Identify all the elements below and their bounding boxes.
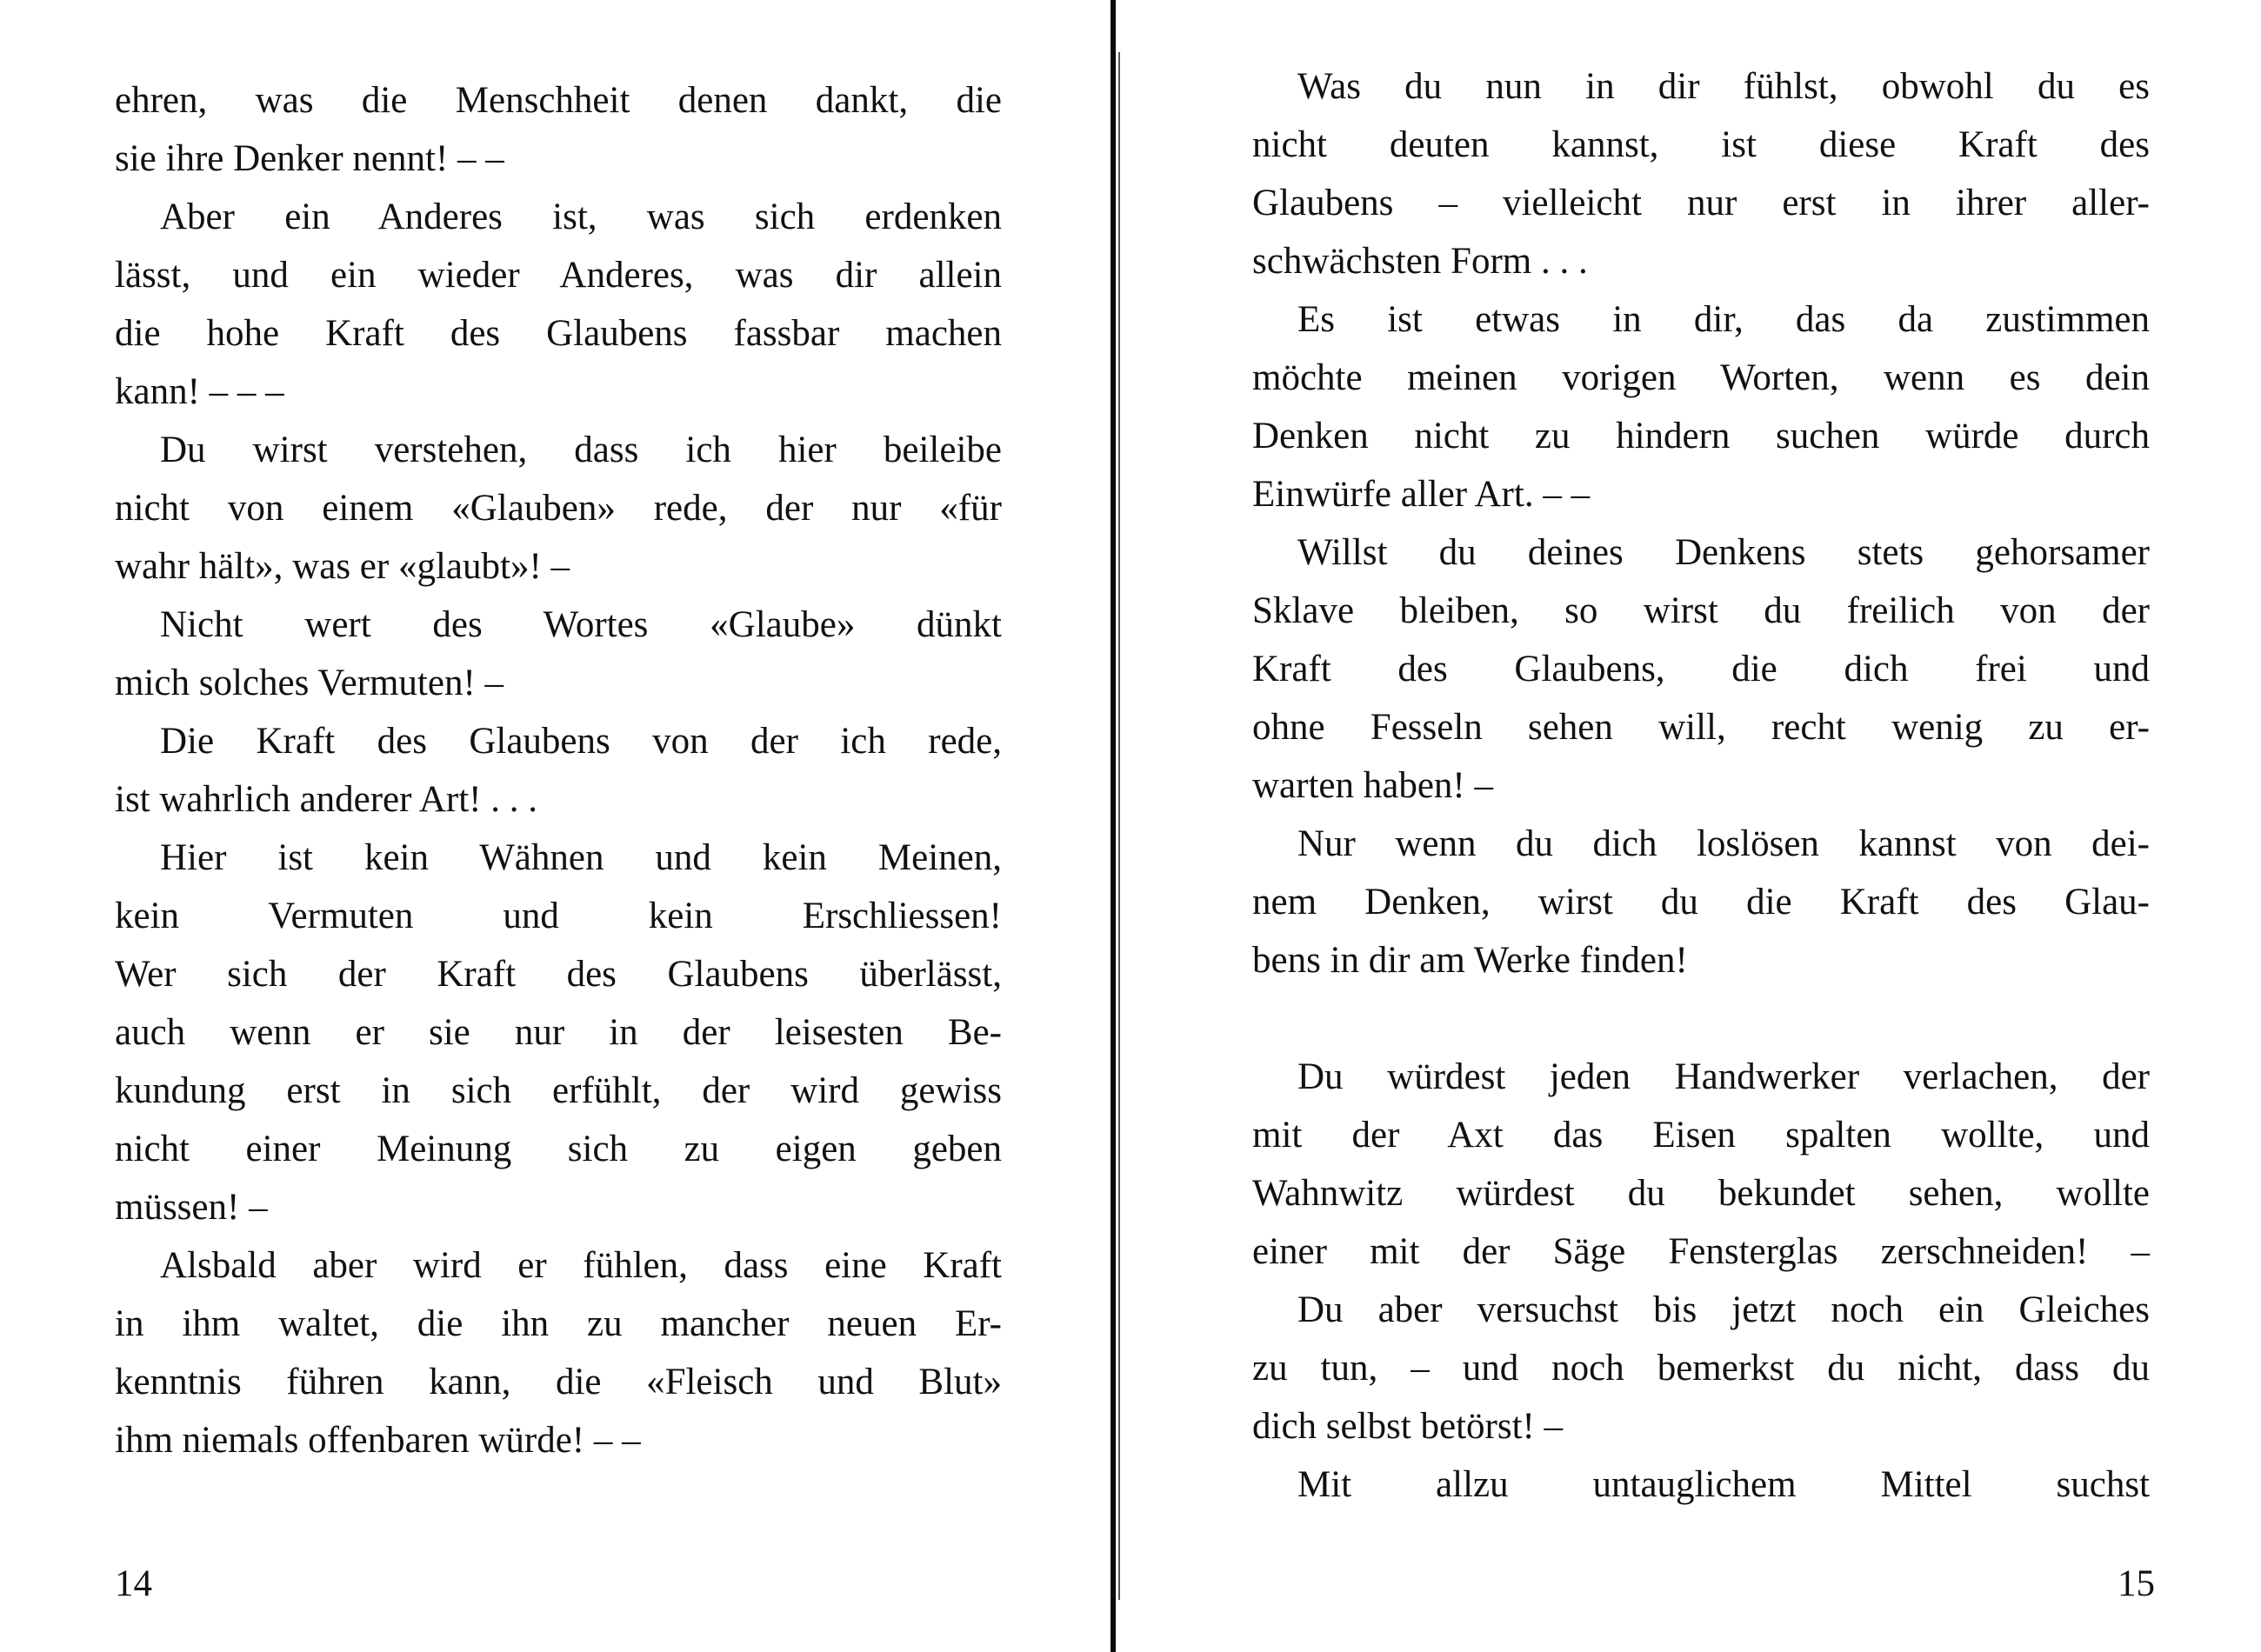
text-line: Einwürfe aller Art. – – xyxy=(1252,474,1591,515)
text-line: Du aber versuchst bis jetzt noch ein Gleiches xyxy=(1297,1289,2150,1330)
text-line: Du wirst verstehen, dass ich hier beileibe xyxy=(160,430,1002,470)
text-line: Sklave bleiben, so wirst du freilich von der xyxy=(1252,590,2150,631)
right-page xyxy=(1130,0,2261,1652)
gutter-shadow xyxy=(1118,52,1120,1600)
text-line: ohne Fesseln sehen will, recht wenig zu er- xyxy=(1252,707,2150,748)
text-line: Du würdest jeden Handwerker verlachen, der xyxy=(1297,1056,2150,1097)
text-line: ist wahrlich anderer Art! . . . xyxy=(115,779,537,820)
text-line: Nur wenn du dich loslösen kannst von dei- xyxy=(1297,823,2150,864)
text-line: nicht deuten kannst, ist diese Kraft des xyxy=(1252,124,2150,165)
book-gutter xyxy=(1106,0,1130,1652)
text-line: nem Denken, wirst du die Kraft des Glau- xyxy=(1252,882,2150,923)
right-page-number: 15 xyxy=(2118,1563,2155,1604)
text-line: nicht einer Meinung sich zu eigen geben xyxy=(115,1129,1002,1169)
text-line: wahr hält», was er «glaubt»! – xyxy=(115,546,570,587)
text-line: Die Kraft des Glaubens von der ich rede, xyxy=(160,721,1002,762)
left-page xyxy=(0,0,1106,1652)
text-line: Alsbald aber wird er fühlen, dass eine Kraft xyxy=(160,1245,1002,1286)
text-line: Denken nicht zu hindern suchen würde durch xyxy=(1252,416,2150,456)
text-line: lässt, und ein wieder Anderes, was dir allein xyxy=(115,255,1002,296)
gutter-edge xyxy=(1110,0,1116,1652)
text-line: müssen! – xyxy=(115,1187,268,1228)
text-line: in ihm waltet, die ihn zu mancher neuen Er- xyxy=(115,1303,1002,1344)
text-line: Nicht wert des Wortes «Glaube» dünkt xyxy=(160,604,1002,645)
left-page-text xyxy=(115,71,1002,1469)
text-line: kann! – – – xyxy=(115,371,284,412)
text-line: Willst du deines Denkens stets gehorsamer xyxy=(1297,532,2150,573)
text-line: nicht von einem «Glauben» rede, der nur «für xyxy=(115,488,1002,529)
text-line: bens in dir am Werke finden! xyxy=(1252,940,1688,981)
text-line: Wer sich der Kraft des Glaubens überlässt, xyxy=(115,954,1002,995)
text-line: schwächsten Form . . . xyxy=(1252,241,1588,282)
text-line: Hier ist kein Wähnen und kein Meinen, xyxy=(160,837,1002,878)
text-line: mit der Axt das Eisen spalten wollte, und xyxy=(1252,1115,2150,1156)
text-line: einer mit der Säge Fensterglas zerschneiden! – xyxy=(1252,1231,2150,1272)
text-line: sie ihre Denker nennt! – – xyxy=(115,138,504,179)
text-line: Kraft des Glaubens, die dich frei und xyxy=(1252,649,2150,689)
text-line: Es ist etwas in dir, das da zustimmen xyxy=(1297,299,2150,340)
text-line: ihm niemals offenbaren würde! – – xyxy=(115,1420,641,1461)
left-page-number: 14 xyxy=(115,1563,152,1604)
text-line: Aber ein Anderes ist, was sich erdenken xyxy=(160,197,1002,237)
text-line: kein Vermuten und kein Erschliessen! xyxy=(115,896,1002,936)
blank-line xyxy=(1252,989,2150,1048)
text-line: möchte meinen vorigen Worten, wenn es dein xyxy=(1252,357,2150,398)
text-line: zu tun, – und noch bemerkst du nicht, dass du xyxy=(1252,1348,2150,1389)
right-page-text xyxy=(1252,57,2150,1514)
text-line: die hohe Kraft des Glaubens fassbar machen xyxy=(115,313,1002,354)
text-line: auch wenn er sie nur in der leisesten Be- xyxy=(115,1012,1002,1053)
text-line: ehren, was die Menschheit denen dankt, die xyxy=(115,80,1002,121)
text-line: Mit allzu untauglichem Mittel suchst xyxy=(1297,1464,2150,1505)
text-line: Glaubens – vielleicht nur erst in ihrer aller- xyxy=(1252,183,2150,223)
text-line: mich solches Vermuten! – xyxy=(115,663,504,703)
text-line: Wahnwitz würdest du bekundet sehen, wollte xyxy=(1252,1173,2150,1214)
text-line: kenntnis führen kann, die «Fleisch und Blut» xyxy=(115,1362,1002,1402)
text-line: Was du nun in dir fühlst, obwohl du es xyxy=(1297,66,2150,107)
text-line: kundung erst in sich erfühlt, der wird gewiss xyxy=(115,1070,1002,1111)
text-line: warten haben! – xyxy=(1252,765,1493,806)
text-line: dich selbst betörst! – xyxy=(1252,1406,1564,1447)
